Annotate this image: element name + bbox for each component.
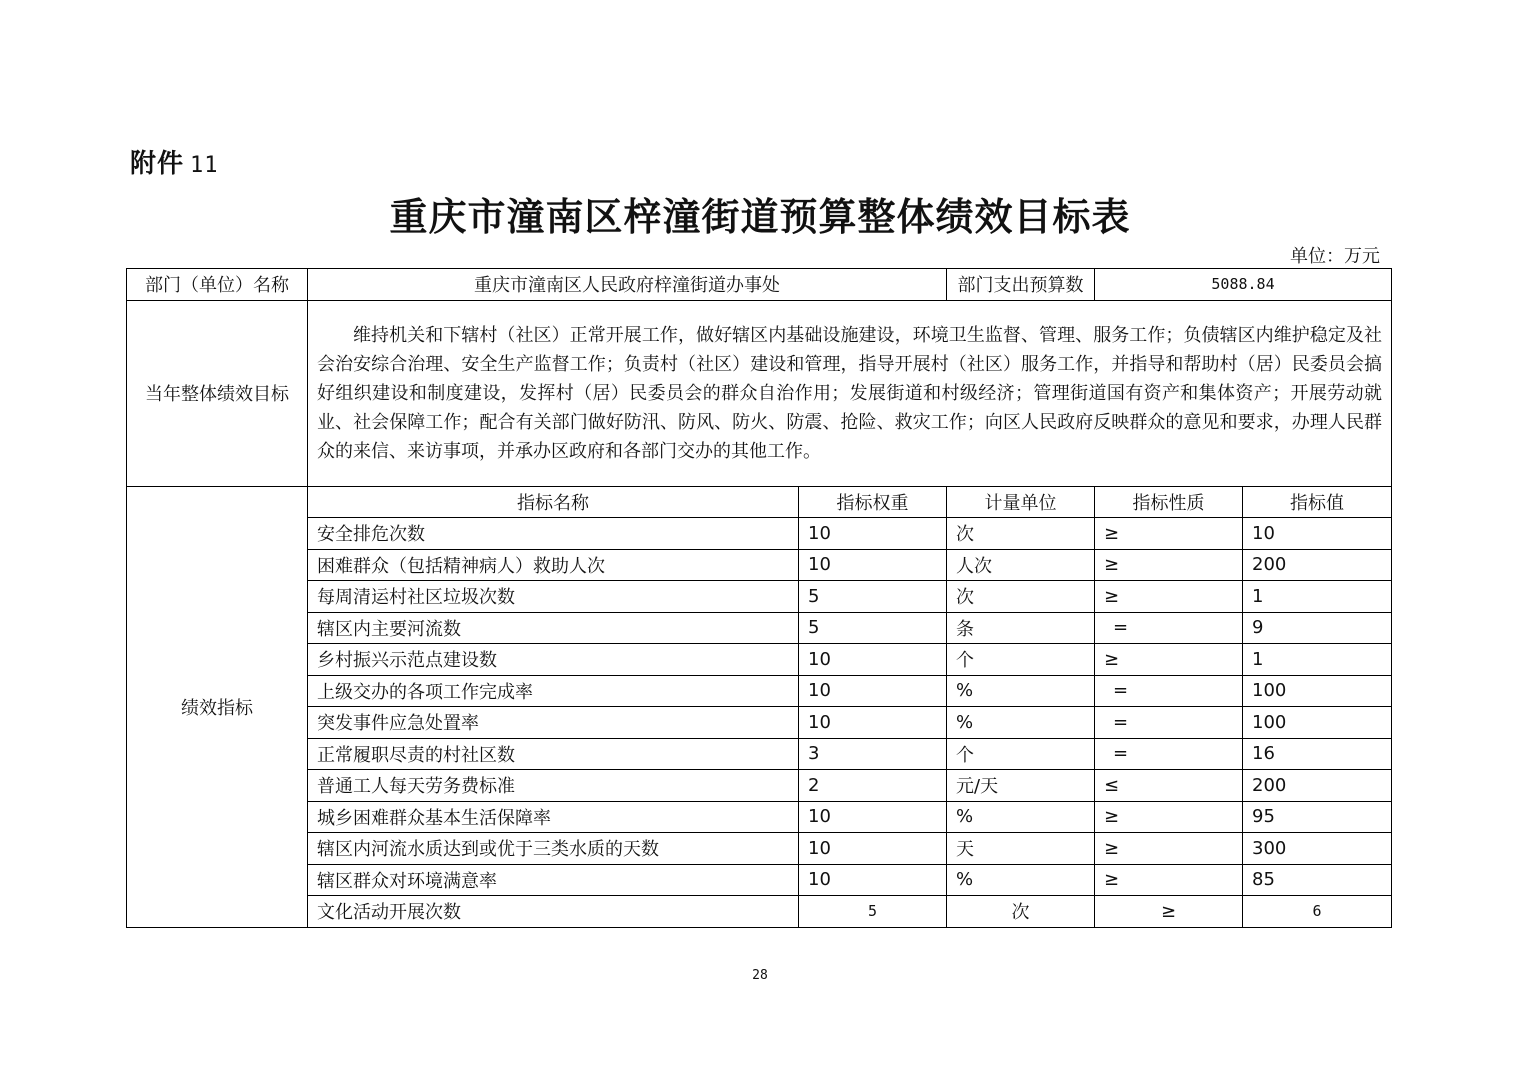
indicator-weight: 5 [799,612,947,644]
indicator-value: 200 [1243,770,1392,802]
indicator-value: 10 [1243,518,1392,550]
indicator-unit: 元/天 [947,770,1095,802]
indicator-value: 100 [1243,675,1392,707]
indicator-unit: 次 [947,896,1095,928]
indicator-nature: ≥ [1095,801,1243,833]
indicator-nature: = [1095,738,1243,770]
indicator-nature: ≥ [1095,833,1243,865]
indicator-name: 正常履职尽责的村社区数 [308,738,799,770]
indicator-value: 200 [1243,549,1392,581]
indicator-weight: 3 [799,738,947,770]
performance-table [126,268,1392,928]
indicator-unit: 条 [947,612,1095,644]
indicator-name: 辖区群众对环境满意率 [308,864,799,896]
dept-value: 重庆市潼南区人民政府梓潼街道办事处 [308,269,947,301]
indicator-unit: % [947,707,1095,739]
indicator-weight: 10 [799,833,947,865]
indicator-unit: 次 [947,518,1095,550]
indicator-name: 普通工人每天劳务费标准 [308,770,799,802]
table-row [127,770,1392,802]
table-row [127,675,1392,707]
table-row [127,738,1392,770]
indicator-unit: 个 [947,738,1095,770]
goal-label: 当年整体绩效目标 [127,300,308,486]
attachment-label [130,143,219,180]
indicator-value: 300 [1243,833,1392,865]
indicator-unit: 人次 [947,549,1095,581]
indicator-nature: ≥ [1095,644,1243,676]
budget-label: 部门支出预算数 [947,269,1095,301]
indicator-weight: 5 [799,581,947,613]
header-weight: 指标权重 [799,486,947,518]
table-row [127,801,1392,833]
indicator-unit: 次 [947,581,1095,613]
indicator-unit: 个 [947,644,1095,676]
indicator-unit: % [947,864,1095,896]
header-nature: 指标性质 [1095,486,1243,518]
indicator-weight: 10 [799,864,947,896]
indicator-name: 每周清运村社区垃圾次数 [308,581,799,613]
indicators-section-label: 绩效指标 [127,486,308,927]
header-indicator-name: 指标名称 [308,486,799,518]
indicator-nature: ≥ [1095,864,1243,896]
header-unit: 计量单位 [947,486,1095,518]
indicator-value: 100 [1243,707,1392,739]
dept-label: 部门（单位）名称 [127,269,308,301]
goal-text: 维持机关和下辖村（社区）正常开展工作，做好辖区内基础设施建设，环境卫生监督、管理、服务工作；负债辖区内维护稳定及社会治安综合治理、安全生产监督工作；负责村（社区）建设和管理，指导开展村（社区）服务工作，并指导和帮助村（居）民委员会搞好组织建设和制度建设，发挥村（居）民委员会的群众自治作用；发展街道和村级经济；管理街道国有资产和集体资产；开展劳动就业、社会保障工作；配合有关部门做好防汛、防风、防火、防震、抢险、救灾工作；向区人民政府反映群众的意见和要求，办理人民群众的来信、来访事项，并承办区政府和各部门交办的其他工作。 [308,300,1392,486]
unit-label: 单位：万元 [1290,246,1380,267]
table-row [127,612,1392,644]
table-row [127,518,1392,550]
table-row [127,864,1392,896]
indicator-nature: ≥ [1095,549,1243,581]
indicator-weight: 10 [799,675,947,707]
table-row [127,581,1392,613]
page-number: 28 [752,968,768,983]
indicator-name: 安全排危次数 [308,518,799,550]
table-row [127,549,1392,581]
indicator-name: 辖区内主要河流数 [308,612,799,644]
table-row [127,707,1392,739]
indicator-name: 困难群众（包括精神病人）救助人次 [308,549,799,581]
indicator-name: 文化活动开展次数 [308,896,799,928]
table-row [127,896,1392,928]
indicator-nature: = [1095,675,1243,707]
indicator-unit: % [947,801,1095,833]
indicator-value: 16 [1243,738,1392,770]
indicator-value: 9 [1243,612,1392,644]
indicator-nature: = [1095,707,1243,739]
indicator-name: 上级交办的各项工作完成率 [308,675,799,707]
indicator-weight: 2 [799,770,947,802]
budget-value: 5088.84 [1095,269,1392,301]
dept-row [127,269,1392,301]
indicator-weight: 10 [799,801,947,833]
indicator-nature: ≥ [1095,581,1243,613]
document-title: 重庆市潼南区梓潼街道预算整体绩效目标表 [389,194,1131,239]
indicator-weight: 10 [799,549,947,581]
indicator-name: 乡村振兴示范点建设数 [308,644,799,676]
indicator-nature: ≥ [1095,518,1243,550]
indicator-value: 85 [1243,864,1392,896]
goal-row [127,300,1392,486]
indicator-weight: 5 [799,896,947,928]
indicator-nature: = [1095,612,1243,644]
indicator-nature: ≥ [1095,896,1243,928]
indicator-value: 6 [1243,896,1392,928]
indicator-weight: 10 [799,644,947,676]
attachment-number: 11 [190,153,219,178]
indicator-nature: ≤ [1095,770,1243,802]
table-row [127,644,1392,676]
indicator-header-row [127,486,1392,518]
indicator-name: 辖区内河流水质达到或优于三类水质的天数 [308,833,799,865]
indicator-name: 城乡困难群众基本生活保障率 [308,801,799,833]
indicator-unit: 天 [947,833,1095,865]
header-value: 指标值 [1243,486,1392,518]
attachment-text: 附件 [130,149,185,179]
indicator-value: 1 [1243,644,1392,676]
indicator-unit: % [947,675,1095,707]
indicator-value: 1 [1243,581,1392,613]
indicator-weight: 10 [799,518,947,550]
indicator-name: 突发事件应急处置率 [308,707,799,739]
table-row [127,833,1392,865]
indicator-value: 95 [1243,801,1392,833]
indicator-weight: 10 [799,707,947,739]
